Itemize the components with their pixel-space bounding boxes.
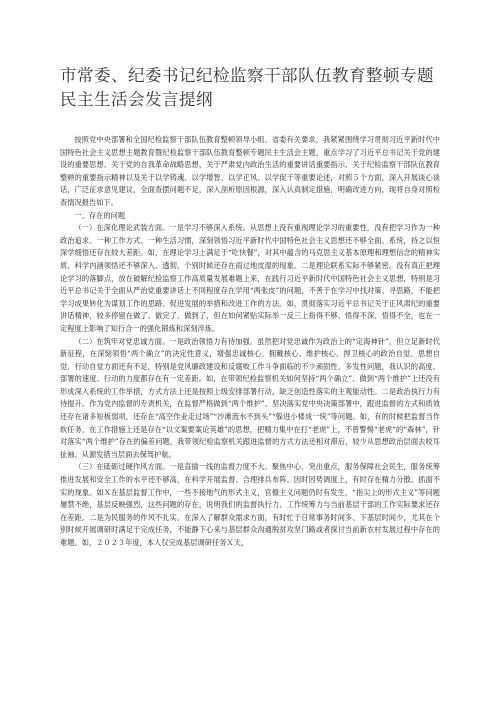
body-paragraph: （一）在深化理论武装方面。一是学习不够深入系统。从思想上没有重视理论学习的重要性，没有把学习作为一种政治追求、一种工作方式、一种生活习惯，深刻领悟习近平新时代中国特色社会主义思想还不够全面、系统，持之以恒深学细悟还存在较大差距。如，在理论学习上满足于“吃快餐”，对其中蕴含的马克思主义基本原理和理想信念的精神实质、科学内涵领悟还不够深入、透彻，个别时候还存在雨过地皮湿的现象。二是理论联系实际不够紧密。没有真正把理论学习的落脚点，放在破解纪检监察工作高质量发展难题上来，在践行习近平新时代中国特色社会主义思想，特别是习近平总书记关于全面从严治党重要讲话上不同程度存在学用“两张皮”的问题，不善于在学习中找对策、寻思路，不能把学习成果转化为谋划工作的思路、促进发展的举措和改进工作的方法。如，贯彻落实习近平总书记关于正风肃纪的重要讲话精神，较多停留在做了、做完了、做到了，但在如何紧贴实际举一反三上指得不够、悟得不深、悟得不全，也在一定程度上影响了知行合一的强化锻炼和深刻淬炼。 xyxy=(60,223,440,333)
intro-paragraph: 按照党中央部署和全国纪检监察干部队伍教育整顿领导小组、省委有关要求，我紧紧围绕学习贯彻习近平新时代中国特色社会主义思想主题教育暨纪检监察干部队伍教育整顿专题民主生活会主题，重点学习了习近平总书记关于党的建设的重要思想、关于党的自我革命战略思想，关于严肃党内政治生活的重要讲话重要指示、关于纪检监察干部队伍教育整顿的重要指示精神以及关于以学铸魂、以学增智、以学正风、以学促干等重要论述，对照５个方面，深入开展谈心谈话，广泛征求意见建议，全面查摆问题不足，深入剖析原因根源，深入认真制定措施，明确改进方向，现将自身对照检查情况报告如下。 xyxy=(60,135,440,207)
body-paragraph: （三）在砥砺过硬作风方面。一是直插一线的监督力度不大。聚焦中心、突出重点，服务保障社会民生，服务统筹推进发展和安全工作的水平还不够高，在科学开展监督、合理排兵布阵、因时因势调度上，有时存在精力分散、抓面不实的现象。如Ｘ在基层监督工作中，一些不接地气的形式主义，官僚主义问题仍时有发生，“指尖上的形式主义”等问题屡禁不绝，基层反映强烈，这些问题的存在，说明我们的监督执行力、工作统筹力与当前基层干部的工作实际要求还存在差距。二是为民服务的作风不扎实。在深入了解群众需求方面，有时忙于日常事务时间多、下基层时间少，尤其在个别时候开展调研时满足于完成任务，不能静下心来与基层群众沟通脱贫攻坚门路或者探讨当前新农村发展过程中存在的难题。如，２０２３年度，本人仅完成基层调研任务Ｘ天， xyxy=(60,462,440,547)
document-title: 市常委、纪委书记纪检监察干部队伍教育整顿专题民主生活会发言提纲 xyxy=(60,66,434,109)
section-heading-problems: 一、存在的问题 xyxy=(74,210,126,220)
document-body xyxy=(60,134,440,550)
body-paragraph: （二）在筑牢对党忠诚方面。一是政治领悟力有待加强。虽然把对党忠诚作为政治上的“定海神针”，但立足新时代新征程，在深刻领悟“两个确立”的决定性意义，增强忠诚核心、拥戴核心、维护核心、捍卫核心的政治自觉、思想自觉、行动自觉方面还有不足，特别是党风廉政建设和反腐败工作斗争面临的不少顽固性、多发性问题，我认识的高度、部署的速度、行动的力度都存在有一定差距。如，在带领纪检监察机关如何坚持“两个确立”、做到“两个维护”上还没有形成深入系统的工作举措，方式方法上还是按照上级安排部署行动，缺乏创造性落实的主观能动性。二是政治执行力有待提升。作为党内监督的专责机关，在监督严格做到“两个维护”、坚决落实党中央决策部署中，跟进监督的方式和质效还存在诸多短板弱项，还存在“高空作业走过场”“沙滩流水不到头”“躲进小楼成一统”等问题。如，有的时候把监督当作软任务，在工作措施上还是存在“以文案要案论英雄”的思想，把精力集中在打“老虎”上，不曾警惕“老虎”的“森林”，针对落实“两个维护”存在的偏差问题，我带领纪检监察机关跟进监督的方式方法还相对滞后，较少从思想政治层面去咬耳扯袖、从源发措当层面去保驾护航。 xyxy=(60,336,440,459)
